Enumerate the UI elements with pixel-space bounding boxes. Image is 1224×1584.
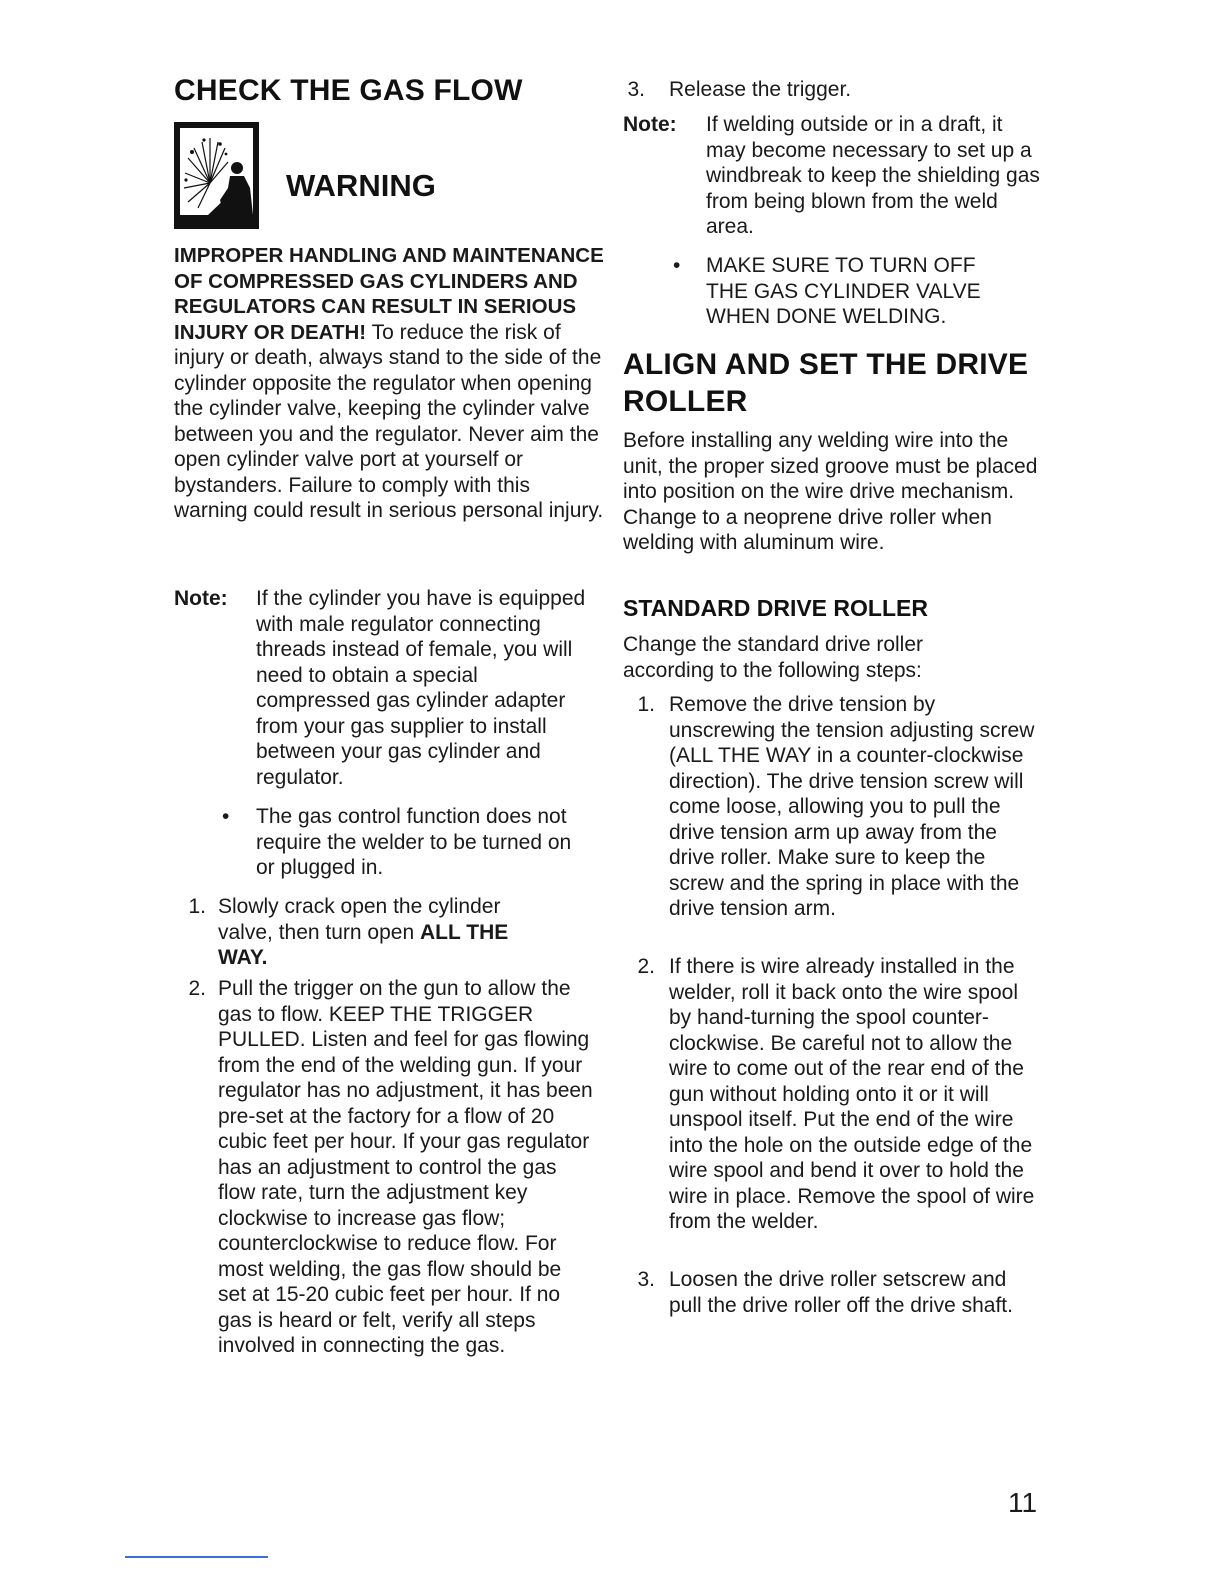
- warning-paragraph: [174, 243, 604, 524]
- list-item: If there is wire already installed in the welder, roll it back onto the wire spool by hand-turning the spool counter-clockwise. Be careful not to allow the wire to come out of the rear end of the gun without holding onto it or it will unspool itself. Put the end of the wire into the hole on the outside edge of the wire spool and bend it over to hold the wire in place. Remove the spool of wire from the welder.: [669, 955, 1035, 1233]
- list-item: [218, 894, 558, 971]
- list-item: Pull the trigger on the gun to allow the gas to flow. KEEP THE TRIGGER PULLED. Listen and feel for gas flowing from the end of the welding gun. If your regulator has no adjustment, it has been pre-set at the factory for a flow of 20 cubic feet per hour. If your gas regulator has an adjustment to control the gas flow rate, turn the adjustment key clockwise to increase gas flow; counterclockwise to reduce flow. For most welding, the gas flow should be set at 15-20 cubic feet per hour. If no gas is heard or felt, verify all steps involved in connecting the gas.: [218, 977, 593, 1357]
- page-number: 11: [1008, 1487, 1038, 1518]
- step-text: Slowly crack open the cylinder valve, then turn open: [218, 895, 501, 944]
- bullet-text: MAKE SURE TO TURN OFF THE GAS CYLINDER VALVE WHEN DONE WELDING.: [706, 254, 981, 328]
- sub-intro-paragraph: Change the standard drive roller according to the following steps:: [623, 633, 924, 682]
- step-number: 2.: [637, 955, 655, 978]
- step-number: 1.: [637, 693, 655, 716]
- explosion-warning-icon: [174, 122, 259, 229]
- step-number: 2.: [188, 977, 206, 1000]
- note-label: Note:: [174, 587, 228, 610]
- step-number: 3.: [637, 1268, 655, 1291]
- footer-divider: [125, 1556, 268, 1558]
- warning-bold-text: IMPROPER HANDLING AND MAINTENANCE OF COMPRESSED GAS CYLINDERS AND REGULATORS CAN RESULT IN SERIOUS INJURY OR DEATH!: [174, 244, 604, 344]
- bullet-dot: •: [673, 254, 681, 277]
- section-heading-align-drive-roller: ALIGN AND SET THE DRIVE ROLLER: [623, 348, 1029, 418]
- step-number: 1.: [188, 895, 206, 918]
- note-label: Note:: [623, 113, 677, 136]
- step-number: 3.: [627, 78, 645, 101]
- bullet-dot: •: [222, 805, 230, 828]
- note-text: If welding outside or in a draft, it may become necessary to set up a windbreak to keep the shielding gas from being blown from the weld area.: [706, 113, 1040, 238]
- section-heading-check-gas-flow: CHECK THE GAS FLOW: [174, 74, 523, 107]
- intro-paragraph: Before installing any welding wire into the unit, the proper sized groove must be placed into position on the wire drive mechanism. Change to a neoprene drive roller when welding with aluminum wire.: [623, 429, 1038, 554]
- subheading-standard-drive-roller: STANDARD DRIVE ROLLER: [623, 595, 928, 621]
- bullet-text: The gas control function does not require the welder to be turned on or plugged in.: [256, 805, 572, 879]
- list-item: Release the trigger.: [669, 78, 852, 101]
- warning-title: WARNING: [286, 168, 436, 203]
- list-item: Loosen the drive roller setscrew and pull the drive roller off the drive shaft.: [669, 1268, 1013, 1317]
- note-text: If the cylinder you have is equipped with male regulator connecting threads instead of female, you will need to obtain a special compressed gas cylinder adapter from your gas supplier to install between your gas cylinder and regulator.: [256, 587, 586, 789]
- list-item: Remove the drive tension by unscrewing the tension adjusting screw (ALL THE WAY in a counter-clockwise direction). The drive tension screw will come loose, allowing you to pull the drive tension arm up away from the drive roller. Make sure to keep the screw and the spring in place with the drive tension arm.: [669, 693, 1035, 920]
- warning-body-text: To reduce the risk of injury or death, always stand to the side of the cylinder opposite the regulator when opening the cylinder valve, keeping the cylinder valve between you and the regulator. Never aim the open cylinder valve port at yourself or bystanders. Failure to comply with this warning could result in serious personal injury.: [174, 320, 604, 522]
- step-bold-text: ALL THE WAY.: [218, 920, 509, 969]
